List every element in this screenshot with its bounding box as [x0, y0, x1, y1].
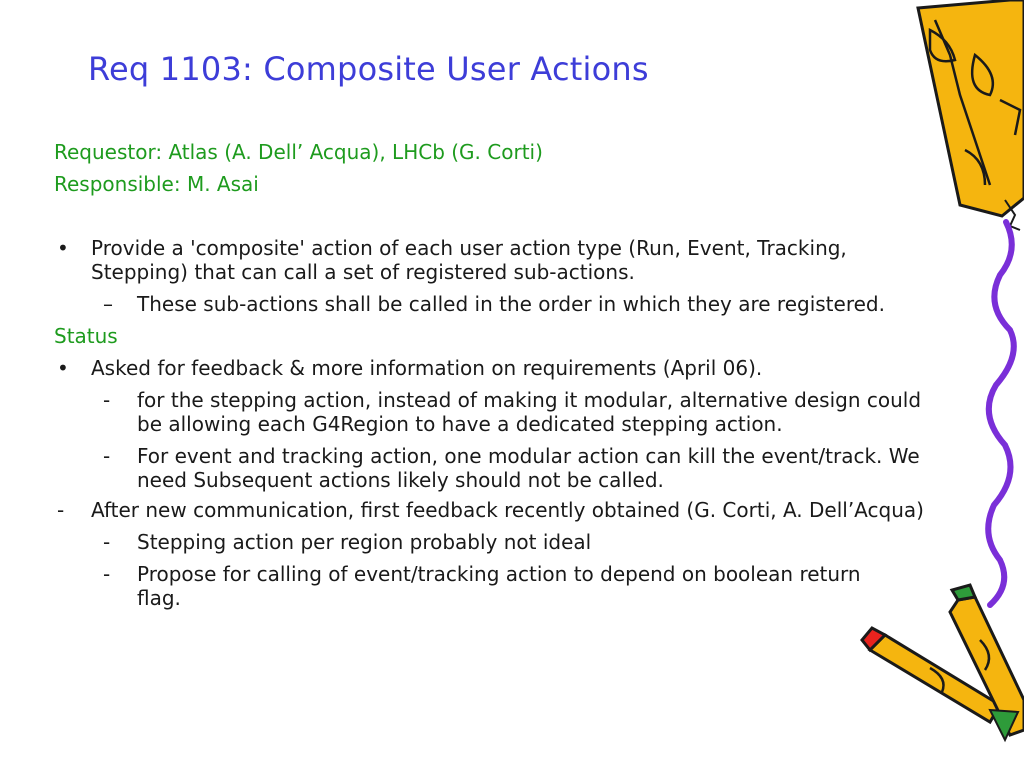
slide-title: Req 1103: Composite User Actions	[88, 50, 649, 88]
requestor-line: Requestor: Atlas (A. Dell’ Acqua), LHCb (G. Corti)	[54, 140, 543, 164]
slide-body	[54, 236, 934, 610]
sub-bullet-marker: -	[103, 530, 111, 554]
bullet-marker: •	[57, 356, 69, 380]
sub-bullet-marker: -	[103, 562, 111, 586]
bullet-text: After new communication, first feedback recently obtained (G. Corti, A. Dell’Acqua)	[91, 498, 924, 522]
sub-bullet-text: for the stepping action, instead of making it modular, alternative design could be allowing each G4Region to have a dedicated stepping action.	[137, 388, 922, 436]
yellow-pencil-top-icon	[918, 0, 1024, 230]
bullet-item	[54, 236, 934, 284]
bullet-text: Asked for feedback & more information on requirements (April 06).	[91, 356, 763, 380]
sub-bullet-marker: -	[103, 388, 111, 412]
sub-bullet-text: These sub-actions shall be called in the order in which they are registered.	[137, 292, 885, 316]
status-bullet-item	[54, 356, 934, 380]
purple-wave-line	[988, 222, 1014, 605]
bullet-text: Provide a 'composite' action of each user action type (Run, Event, Tracking, Stepping) that can call a set of registered sub-actions.	[91, 236, 847, 284]
sub-bullet-text: For event and tracking action, one modular action can kill the event/track. We need Subsequent actions likely should not be called.	[137, 444, 920, 492]
sub-bullet-item	[54, 562, 877, 610]
bullet-marker: •	[57, 236, 69, 260]
sub-bullet-item	[54, 530, 934, 554]
sub-bullet-item	[54, 444, 934, 492]
sub-bullet-marker: –	[103, 292, 113, 316]
sub-bullet-text: Stepping action per region probably not ideal	[137, 530, 592, 554]
status-heading: Status	[54, 324, 118, 348]
bullet-marker: -	[57, 498, 65, 522]
sub-bullet-text: Propose for calling of event/tracking action to depend on boolean return flag.	[137, 562, 861, 610]
bullet-item	[54, 498, 934, 522]
sub-bullet-item	[54, 292, 934, 316]
sub-bullet-marker: -	[103, 444, 111, 468]
responsible-line: Responsible: M. Asai	[54, 172, 259, 196]
sub-bullet-item	[54, 388, 934, 436]
